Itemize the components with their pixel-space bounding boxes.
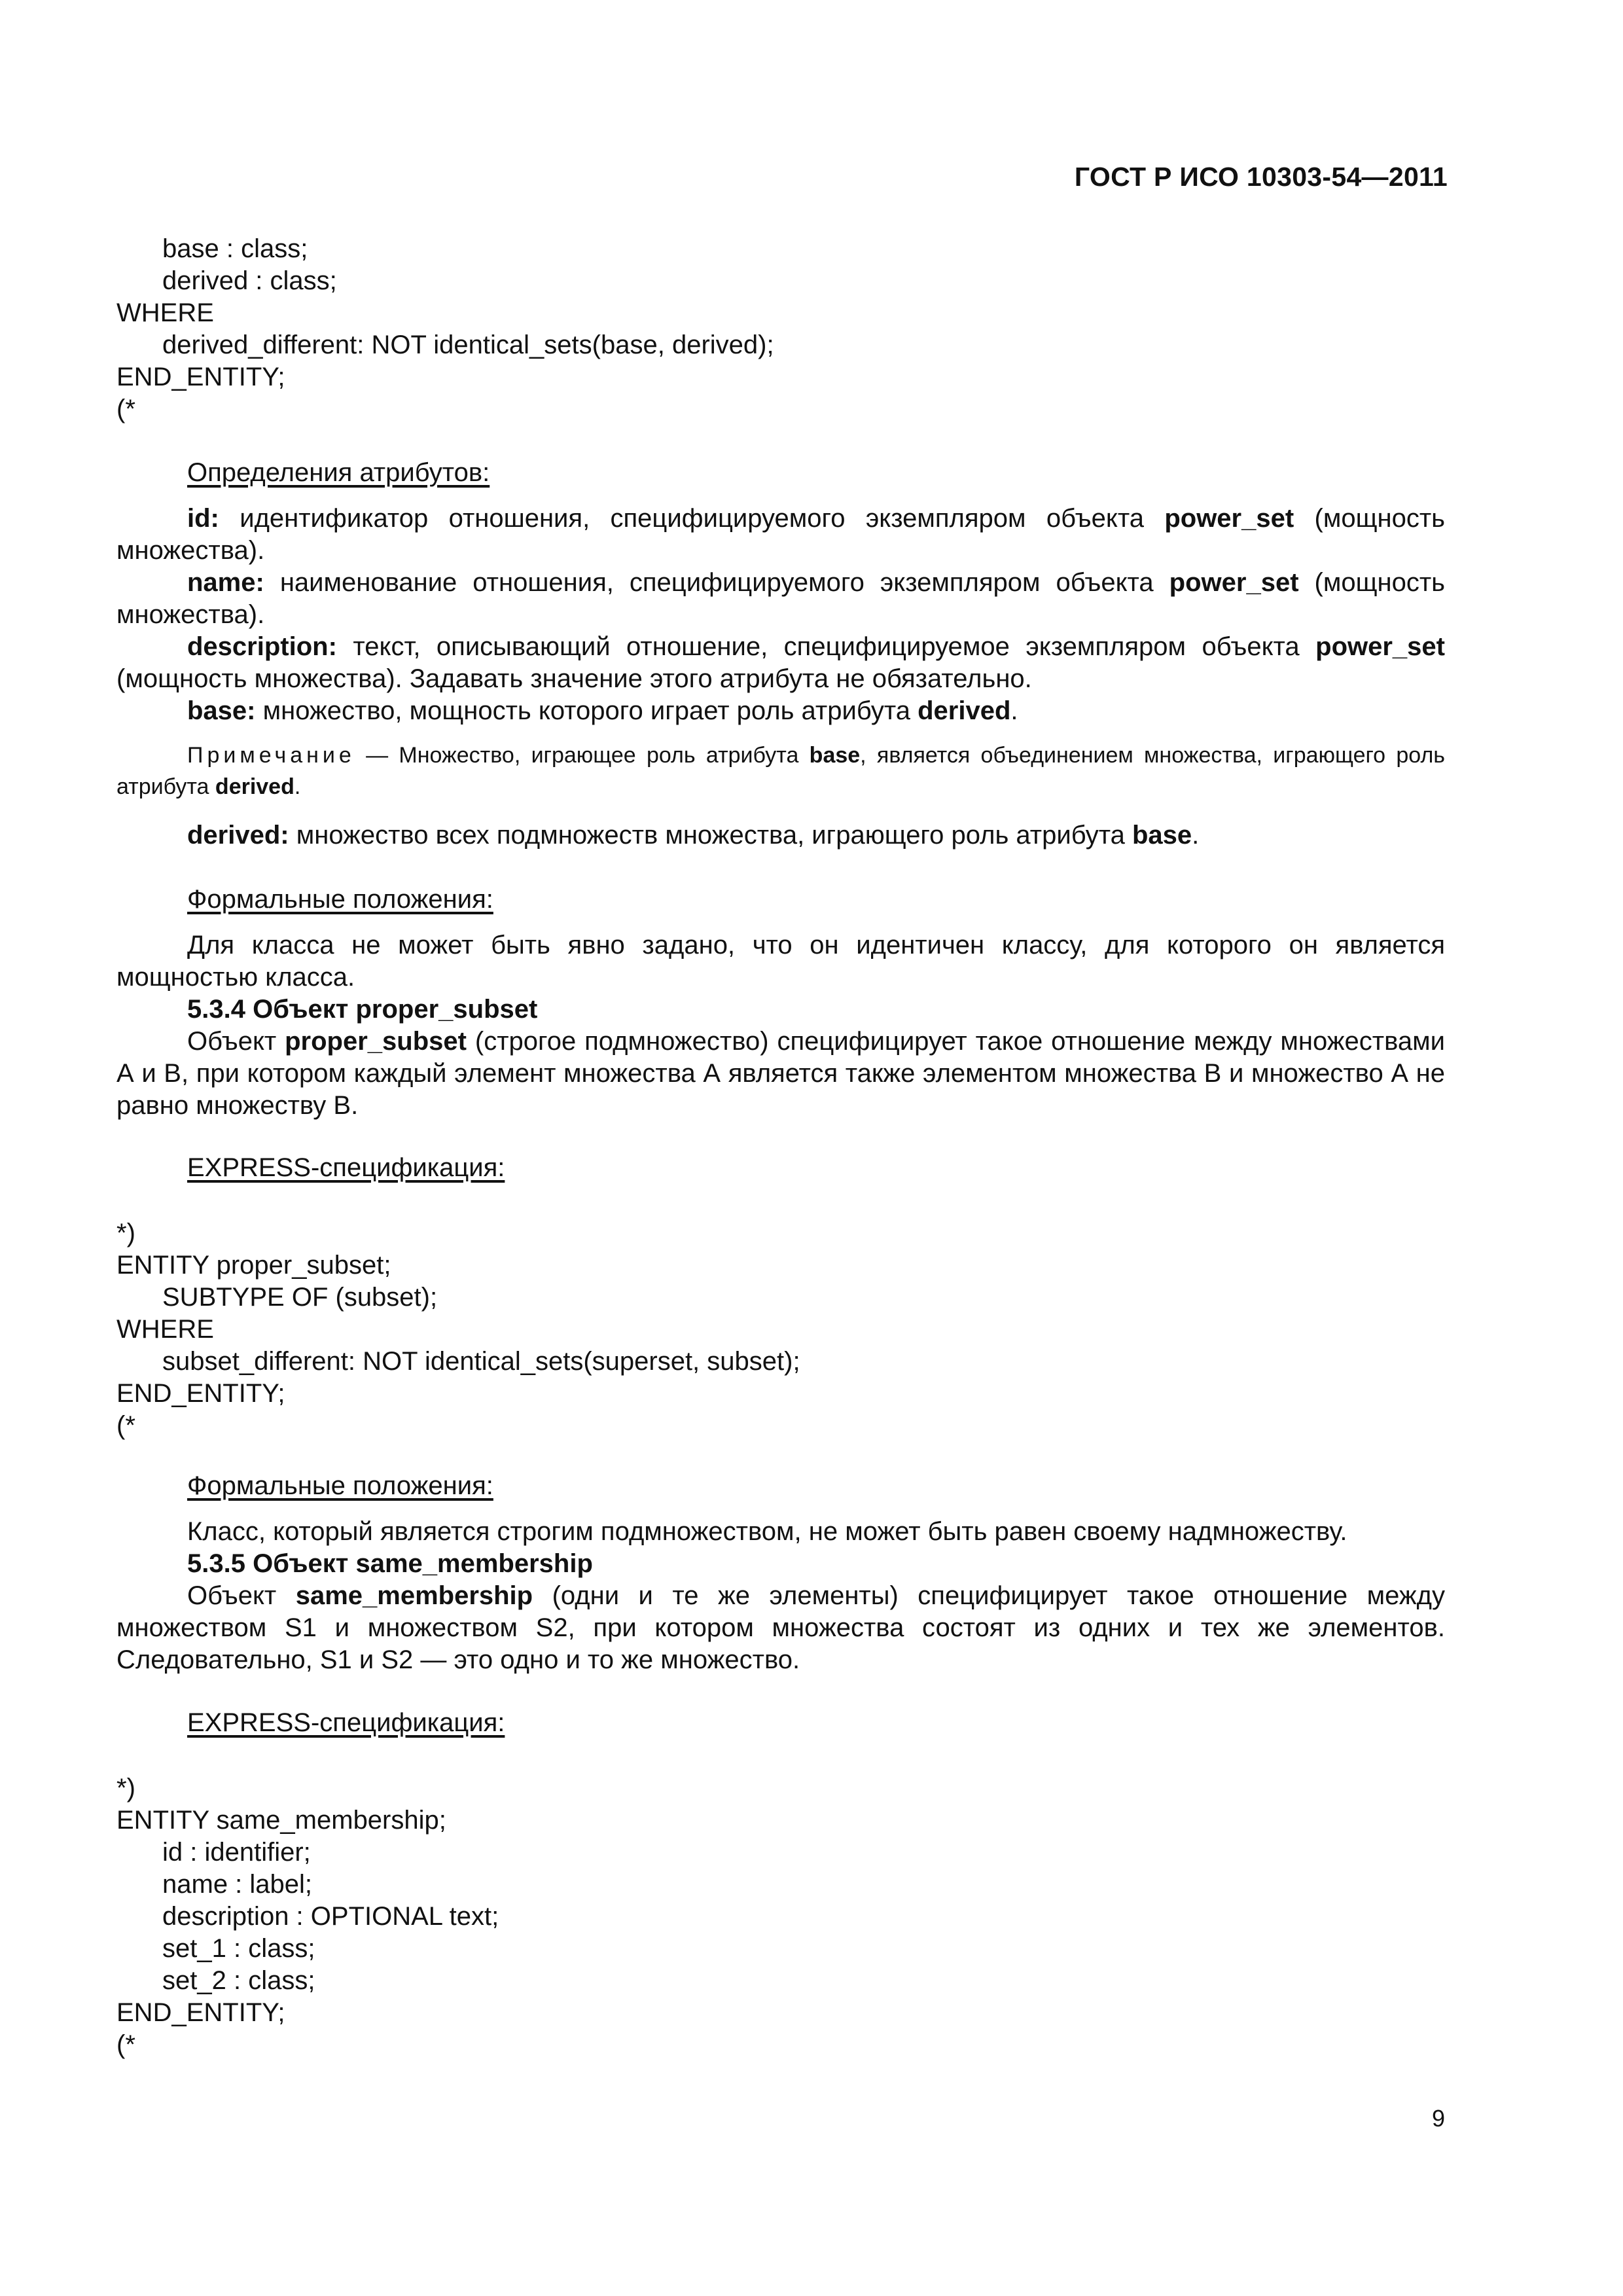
note-paragraph: Примечание — Множество, играющее роль атрибута base, является объединением множества, играющего роль атрибута derived. [116, 743, 1445, 799]
code-line: END_ENTITY; [116, 1998, 285, 2027]
code-line: id : identifier; [162, 1838, 311, 1867]
attribute-term: base: [187, 696, 256, 725]
code-line: ENTITY proper_subset; [116, 1251, 391, 1280]
note-label: Примечание [187, 743, 355, 768]
formal-proposition-text: Класс, который является строгим подмножеством, не может быть равен своему надмножеству. [187, 1517, 1347, 1546]
code-line: set_2 : class; [162, 1966, 315, 1995]
attribute-term: derived: [187, 821, 289, 850]
formal-propositions-heading: Формальные положения: [187, 1471, 493, 1500]
express-code-block [116, 1217, 1445, 1442]
document-header: ГОСТ Р ИСО 10303-54—2011 [1074, 162, 1448, 192]
attribute-term: id: [187, 504, 219, 533]
section-heading-5-3-5: 5.3.5 Объект same_membership [187, 1549, 593, 1578]
express-specification-heading: EXPRESS-спецификация: [187, 1153, 505, 1182]
code-line: derived : class; [162, 266, 337, 295]
code-line: SUBTYPE OF (subset); [162, 1283, 438, 1312]
attribute-derived-definition: derived: множество всех подмножеств множества, играющего роль атрибута base. [187, 821, 1200, 850]
code-line: description : OPTIONAL text; [162, 1902, 499, 1931]
formal-propositions-heading: Формальные положения: [187, 885, 493, 914]
code-line: WHERE [116, 298, 214, 327]
attribute-name-definition: name: наименование отношения, специфицируемого экземпляром объекта power_set (мощность множества). [116, 568, 1445, 629]
code-line: subset_different: NOT identical_sets(superset, subset); [162, 1347, 800, 1376]
code-line: base : class; [162, 234, 308, 263]
express-code-block [116, 1772, 1445, 2061]
code-line: (* [116, 395, 135, 423]
code-line: END_ENTITY; [116, 1379, 285, 1408]
attribute-base-definition: base: множество, мощность которого играет роль атрибута derived. [187, 696, 1018, 725]
express-code-block [116, 233, 1445, 425]
express-specification-heading: EXPRESS-спецификация: [187, 1708, 505, 1737]
section-5-3-5-text: Объект same_membership (одни и те же элементы) специфицирует такое отношение между множеством S1 и множеством S2, при котором множества состоят из одних и тех же элементов. Следовательно, S1 и S2 — это одно и то же множество. [116, 1581, 1445, 1674]
attribute-id-definition: id: идентификатор отношения, специфицируемого экземпляром объекта power_set (мощность множества). [116, 504, 1446, 565]
code-line: *) [116, 1219, 135, 1247]
code-line: ENTITY same_membership; [116, 1806, 446, 1835]
formal-proposition-text: Для класса не может быть явно задано, что он идентичен классу, для которого он является мощностью класса. [116, 931, 1445, 992]
attribute-term: name: [187, 568, 264, 597]
code-line: *) [116, 1774, 135, 1803]
code-line: END_ENTITY; [116, 363, 285, 391]
attribute-description-definition: description: текст, описывающий отношение, специфицируемое экземпляром объекта power_set (мощность множества). Задавать значение этого атрибута не обязательно. [116, 632, 1445, 693]
code-line: WHERE [116, 1315, 214, 1344]
attribute-term: description: [187, 632, 337, 661]
section-heading-5-3-4: 5.3.4 Объект proper_subset [187, 995, 538, 1024]
code-line: name : label; [162, 1870, 313, 1899]
code-line: (* [116, 2030, 135, 2059]
code-line: set_1 : class; [162, 1934, 315, 1963]
section-5-3-4-text: Объект proper_subset (строгое подмножество) специфицирует такое отношение между множествами А и В, при котором каждый элемент множества А является также элементом множества В и множество А не равно множеству В. [116, 1027, 1445, 1120]
code-line: (* [116, 1411, 135, 1440]
attribute-definitions-heading: Определения атрибутов: [187, 458, 490, 487]
page-number: 9 [1431, 2105, 1445, 2132]
code-line: derived_different: NOT identical_sets(base, derived); [162, 331, 774, 359]
